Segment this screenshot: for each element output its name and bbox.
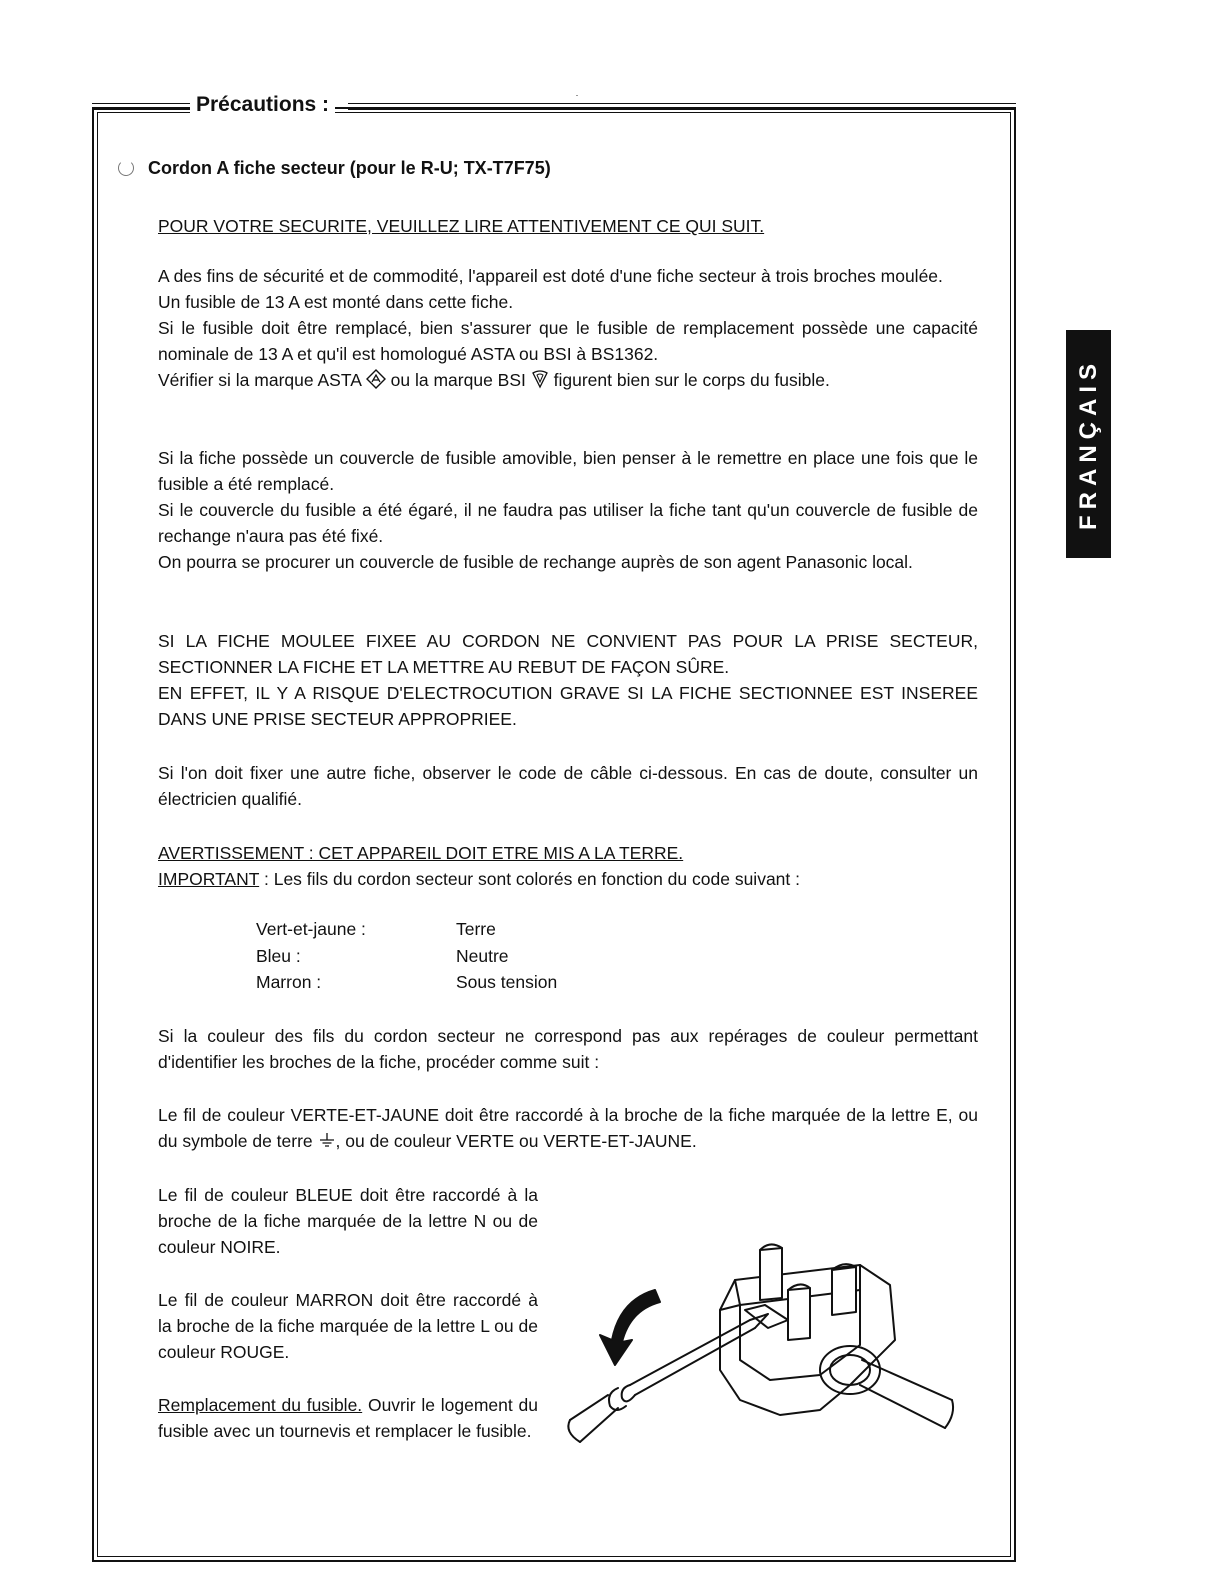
bsi-kitemark-icon xyxy=(531,369,549,389)
earth-symbol-icon xyxy=(318,1132,336,1150)
paragraph-green-yellow: Le fil de couleur VERTE-ET-JAUNE doit être raccordé à la broche de la fiche marquée de la lettre E, ou du symbole de terre , ou de couleur VERTE ou VERTE-ET-JAUNE. xyxy=(158,1105,978,1151)
fuse-replace-label: Remplacement du fusible. xyxy=(158,1395,363,1415)
fuse-mark-line: Vérifier si la marque ASTA ou la marque BSI figurent bien sur le corps du fusible. xyxy=(158,370,830,390)
section-title: Précautions : xyxy=(190,91,335,119)
cord-heading: Cordon A fiche secteur (pour le R-U; TX-T7F75) xyxy=(118,158,551,179)
paragraph-fuse-replace: Remplacement du fusible. Ouvrir le logement du fusible avec un tournevis et remplacer le fusible. xyxy=(158,1395,539,1441)
paragraph-danger: SI LA FICHE MOULEE FIXEE AU CORDON NE CONVIENT PAS POUR LA PRISE SECTEUR, SECTIONNER LA FICHE ET LA METTRE AU REBUT DE FAÇON SÛRE. EN EFFET, IL Y A RISQUE D'ELECTROCUTION GRAVE SI LA FICHE SECTIONNEE EST INSEREE DANS UNE PRISE SECTEUR APPROPRIEE. xyxy=(158,631,978,729)
asta-mark-icon xyxy=(366,369,386,389)
wire-row: Marron : Sous tension xyxy=(256,972,558,992)
safety-line: POUR VOTRE SECURITE, VEUILLEZ LIRE ATTENTIVEMENT CE QUI SUIT. xyxy=(158,216,765,236)
title-rule-left xyxy=(92,103,192,110)
scan-speck xyxy=(576,95,578,96)
wire-row: Bleu : Neutre xyxy=(256,945,509,966)
paragraph-fuse-cover: Si la fiche possède un couvercle de fusible amovible, bien penser à le remettre en place une fois que le fusible a été remplacé. Si le couvercle du fusible a été égaré, il ne faudra pas utiliser la fiche tant qu'un couvercle de fusible de rechange n'aura pas été fixé. On pourra se procurer un couvercle de fusible de rechange auprès de son agent Panasonic local. xyxy=(158,448,978,572)
paragraph-fuse: A des fins de sécurité et de commodité, l'appareil est doté d'une fiche secteur à trois broches moulée. Un fusible de 13 A est monté dans cette fiche. Si le fusible doit être remplacé, bien s'assurer que le fusible de remplacement possède une capacité nominale de 13 A et qu'il est homologué ASTA ou BSI à BS1362. Vérifier si la marque ASTA ou la marque BSI figurent bien sur le corps du fusible. xyxy=(158,263,978,393)
paragraph-blue: Le fil de couleur BLEUE doit être raccordé à la broche de la fiche marquée de la lettre N ou de couleur NOIRE. xyxy=(158,1185,538,1257)
paragraph-mismatch: Si la couleur des fils du cordon secteur ne correspond pas aux repérages de couleur permettant d'identifier les broches de la fiche, procéder comme suit : xyxy=(158,1026,978,1072)
wire-code-table xyxy=(256,916,557,996)
important-label: IMPORTANT xyxy=(158,869,260,889)
plug-fuse-illustration xyxy=(560,1210,960,1470)
title-rule-right xyxy=(348,103,1016,110)
bullet-circle-icon xyxy=(118,160,134,176)
language-tab-francais: FRANÇAIS xyxy=(1066,330,1111,558)
earth-warning: AVERTISSEMENT : CET APPAREIL DOIT ETRE MIS A LA TERRE. xyxy=(158,843,684,863)
warning-block: AVERTISSEMENT : CET APPAREIL DOIT ETRE MIS A LA TERRE. IMPORTANT : Les fils du cordon secteur sont colorés en fonction du code suivant : xyxy=(158,843,800,889)
wire-row: Vert-et-jaune : Terre xyxy=(256,919,496,939)
paragraph-other-plug: Si l'on doit fixer une autre fiche, observer le code de câble ci-dessous. En cas de doute, consulter un électricien qualifié. xyxy=(158,763,978,809)
paragraph-brown: Le fil de couleur MARRON doit être raccordé à la broche de la fiche marquée de la lettre L ou de couleur ROUGE. xyxy=(158,1290,538,1362)
